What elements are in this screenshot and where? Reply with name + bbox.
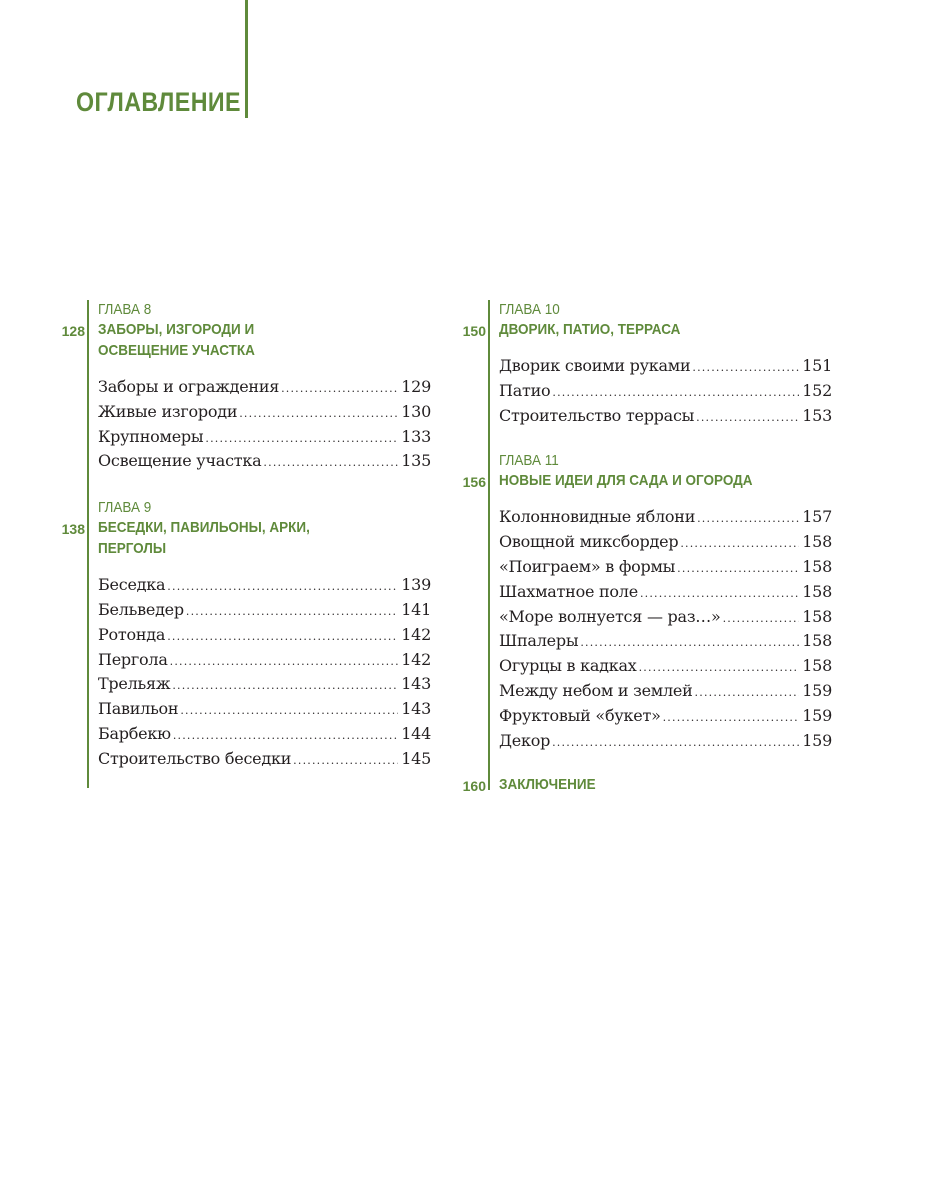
toc-entry[interactable] bbox=[499, 505, 832, 530]
chapter-label: ГЛАВА 8 bbox=[98, 301, 152, 318]
toc-entry-page: 158 bbox=[802, 581, 832, 601]
toc-entry-text: Шпалеры bbox=[499, 631, 579, 651]
toc-entry-page: 158 bbox=[802, 631, 832, 651]
chapter-title[interactable]: НОВЫЕ ИДЕИ ДЛЯ САДА И ОГОРОДА bbox=[499, 472, 753, 490]
toc-entry-text: Бельведер bbox=[98, 599, 184, 619]
chapter-page-number[interactable]: 156 bbox=[462, 474, 486, 491]
toc-entry-text: Огурцы в кадках bbox=[499, 656, 637, 676]
toc-entry[interactable] bbox=[98, 672, 431, 697]
toc-entry-page: 158 bbox=[802, 656, 832, 676]
toc-entry-page: 144 bbox=[401, 723, 431, 743]
dot-leader bbox=[173, 724, 398, 747]
dot-leader bbox=[663, 706, 800, 729]
chapter-10 bbox=[457, 300, 837, 428]
dot-leader bbox=[263, 451, 398, 474]
toc-entry[interactable] bbox=[499, 654, 832, 679]
toc-entry-text: Между небом и землей bbox=[499, 680, 693, 700]
toc-entry-page: 152 bbox=[802, 380, 832, 400]
toc-entry-text: Дворик своими руками bbox=[499, 356, 691, 375]
toc-entry[interactable] bbox=[499, 704, 832, 729]
toc-entry-page: 143 bbox=[401, 674, 431, 694]
chapter-page-number[interactable]: 138 bbox=[61, 521, 85, 538]
chapter-label: ГЛАВА 10 bbox=[499, 301, 560, 318]
dot-leader bbox=[695, 681, 800, 704]
toc-entry-text: Овощной миксбордер bbox=[499, 532, 679, 552]
toc-entry[interactable] bbox=[98, 722, 431, 747]
toc-entry[interactable] bbox=[98, 598, 431, 623]
toc-entry-page: 159 bbox=[802, 730, 832, 750]
toc-entry-page: 151 bbox=[802, 356, 832, 375]
toc-entry-page: 142 bbox=[401, 624, 431, 644]
toc-entry-text: Павильон bbox=[98, 699, 179, 719]
toc-entry[interactable] bbox=[499, 555, 832, 580]
chapter-title[interactable]: БЕСЕДКИ, ПАВИЛЬОНЫ, АРКИ, ПЕРГОЛЫ bbox=[98, 519, 310, 558]
toc-entry-text: Крупномеры bbox=[98, 426, 204, 446]
dot-leader bbox=[552, 731, 799, 754]
toc-entry-text: Шахматное поле bbox=[499, 581, 638, 601]
chapter-conclusion bbox=[457, 774, 837, 795]
toc-entry-text: Патио bbox=[499, 380, 551, 400]
dot-leader bbox=[167, 625, 398, 648]
toc-entry[interactable] bbox=[499, 605, 832, 630]
chapter-page-number[interactable]: 160 bbox=[462, 778, 486, 795]
toc-entry[interactable] bbox=[499, 404, 832, 429]
toc-entry-text: Заборы и ограждения bbox=[98, 377, 280, 396]
toc-entry-text: Освещение участка bbox=[98, 451, 262, 471]
chapter-8 bbox=[56, 300, 436, 474]
dot-leader bbox=[723, 607, 800, 630]
toc-entry[interactable] bbox=[499, 729, 832, 754]
toc-entry-text: Строительство беседки bbox=[98, 748, 292, 768]
dot-leader bbox=[167, 575, 398, 598]
toc-entry-text: Колонновидные яблони bbox=[499, 507, 696, 527]
toc-entry-page: 145 bbox=[401, 748, 431, 768]
toc-entry[interactable] bbox=[499, 580, 832, 605]
toc-entry[interactable] bbox=[499, 679, 832, 704]
dot-leader bbox=[692, 356, 799, 379]
toc-entry-page: 139 bbox=[401, 575, 431, 595]
dot-leader bbox=[552, 381, 799, 404]
toc-entry-page: 159 bbox=[802, 705, 832, 725]
toc-entry-text: «Море волнуется — раз…» bbox=[499, 606, 721, 626]
toc-entry-page: 158 bbox=[802, 556, 832, 576]
toc-entry[interactable] bbox=[499, 530, 832, 555]
toc-entry[interactable] bbox=[98, 375, 431, 400]
page-title: ОГЛАВЛЕНИЕ bbox=[76, 87, 241, 117]
toc-entry[interactable] bbox=[98, 400, 431, 425]
toc-entry[interactable] bbox=[98, 449, 431, 474]
chapter-label: ГЛАВА 9 bbox=[98, 499, 152, 517]
toc-entry-text: Пергола bbox=[98, 649, 168, 669]
dot-leader bbox=[170, 650, 399, 673]
chapter-9 bbox=[56, 498, 436, 771]
dot-leader bbox=[696, 406, 799, 429]
chapter-11 bbox=[457, 451, 837, 753]
toc-entry-text: «Поиграем» в формы bbox=[499, 556, 676, 576]
dot-leader bbox=[239, 402, 398, 425]
chapter-label: ГЛАВА 11 bbox=[499, 452, 559, 470]
chapter-title[interactable]: ЗАБОРЫ, ИЗГОРОДИ И ОСВЕЩЕНИЕ УЧАСТКА bbox=[98, 321, 255, 359]
dot-leader bbox=[205, 427, 398, 450]
chapter-page-number[interactable]: 128 bbox=[61, 323, 85, 339]
toc-entry-page: 158 bbox=[802, 606, 832, 626]
toc-entry-page: 153 bbox=[802, 405, 832, 425]
dot-leader bbox=[680, 532, 799, 555]
title-divider-line bbox=[245, 0, 248, 118]
toc-entry-page: 143 bbox=[401, 699, 431, 719]
toc-entry-page: 142 bbox=[401, 649, 431, 669]
toc-entry-page: 129 bbox=[401, 377, 431, 396]
toc-entry-page: 159 bbox=[802, 680, 832, 700]
toc-entry-page: 141 bbox=[401, 599, 431, 619]
dot-leader bbox=[697, 507, 799, 530]
toc-entry-text: Живые изгороди bbox=[98, 401, 238, 421]
chapter-title[interactable]: ДВОРИК, ПАТИО, ТЕРРАСА bbox=[499, 321, 681, 338]
toc-entry-text: Беседка bbox=[98, 575, 166, 595]
chapter-title[interactable]: ЗАКЛЮЧЕНИЕ bbox=[499, 776, 596, 794]
toc-entry-text: Декор bbox=[499, 730, 551, 750]
toc-entry-text: Барбекю bbox=[98, 723, 171, 743]
toc-entry-page: 135 bbox=[401, 451, 431, 471]
toc-entry[interactable] bbox=[98, 623, 431, 648]
toc-column-left bbox=[56, 300, 436, 772]
toc-entry-text: Фруктовый «букет» bbox=[499, 705, 661, 725]
dot-leader bbox=[293, 749, 398, 772]
toc-entry[interactable] bbox=[499, 379, 832, 404]
dot-leader bbox=[677, 557, 799, 580]
toc-entry-page: 158 bbox=[802, 532, 832, 552]
dot-leader bbox=[580, 631, 799, 654]
toc-entry-page: 133 bbox=[401, 426, 431, 446]
toc-entry-text: Строительство террасы bbox=[499, 405, 695, 425]
toc-column-right bbox=[457, 300, 837, 795]
chapter-page-number[interactable]: 150 bbox=[462, 323, 486, 339]
dot-leader bbox=[180, 699, 398, 722]
toc-entry[interactable] bbox=[499, 354, 832, 379]
toc-entry[interactable] bbox=[98, 697, 431, 722]
dot-leader bbox=[281, 377, 398, 400]
toc-entry[interactable] bbox=[98, 747, 431, 772]
toc-entry-text: Трельяж bbox=[98, 674, 171, 694]
toc-entry[interactable] bbox=[98, 573, 431, 598]
dot-leader bbox=[639, 656, 800, 679]
dot-leader bbox=[172, 674, 398, 697]
toc-entry[interactable] bbox=[98, 425, 431, 450]
dot-leader bbox=[640, 582, 799, 605]
dot-leader bbox=[186, 600, 398, 623]
toc-entry[interactable] bbox=[499, 629, 832, 654]
toc-entry-page: 157 bbox=[802, 507, 832, 527]
toc-entry[interactable] bbox=[98, 648, 431, 673]
toc-entry-text: Ротонда bbox=[98, 624, 166, 644]
toc-entry-page: 130 bbox=[401, 401, 431, 421]
